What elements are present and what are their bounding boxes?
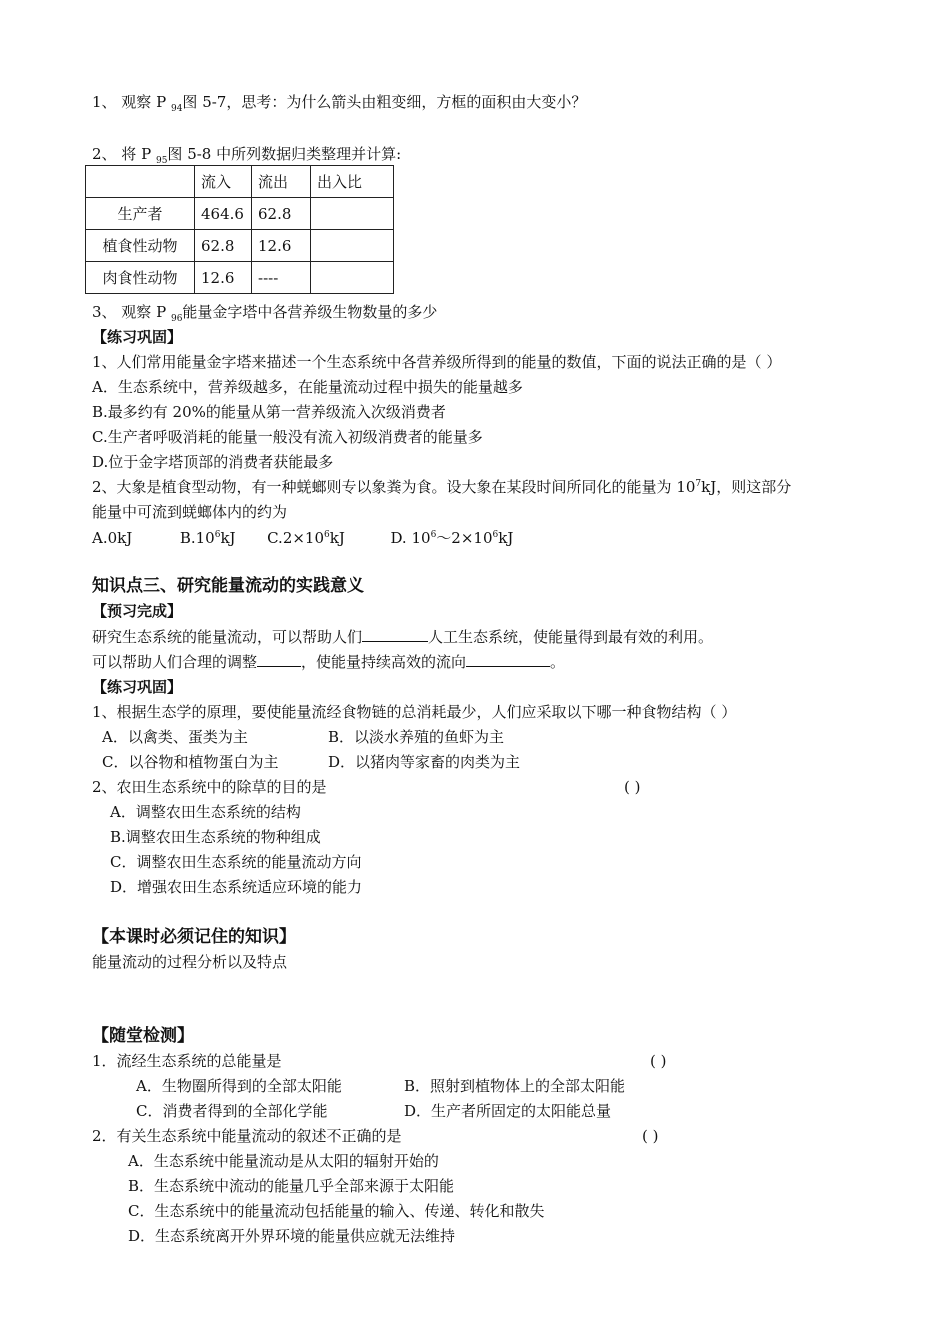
practice2-q2-option-d: D．增强农田生态系统适应环境的能力 xyxy=(110,878,363,896)
quiz-question-1: 1．流经生态系统的总能量是 xyxy=(92,1052,282,1070)
answer-parentheses[interactable]: ( ) xyxy=(650,1052,667,1070)
question-1-observe-figure xyxy=(92,92,586,115)
q3-p: P xyxy=(156,303,167,321)
practice2-q2-option-a: A．调整农田生态系统的结构 xyxy=(110,803,301,821)
table-header-cell: 流出 xyxy=(252,166,311,198)
q2-p: P xyxy=(141,145,152,163)
q2-option-d-unit: kJ xyxy=(498,529,514,547)
q2-text: 图 5-8 中所列数据归类整理并计算: xyxy=(167,145,402,163)
table-cell: 62.8 xyxy=(195,230,252,262)
table-cell[interactable] xyxy=(311,230,394,262)
table-cell[interactable] xyxy=(311,262,394,294)
practice1-question-1: 1、人们常用能量金字塔来描述一个生态系统中各营养级所得到的能量的数值，下面的说法正确的是（ ） xyxy=(92,353,782,371)
answer-blank[interactable] xyxy=(466,652,550,667)
q2-option-c xyxy=(267,529,345,547)
table-row xyxy=(86,262,394,294)
practice1-q1-option-d: D.位于金字塔顶部的消费者获能最多 xyxy=(92,453,334,471)
question-2-organize-data xyxy=(92,144,401,167)
quiz-q2-option-b: B．生态系统中流动的能量几乎全部来源于太阳能 xyxy=(128,1177,455,1195)
practice2-q1-option-b: B．以淡水养殖的鱼虾为主 xyxy=(328,728,505,746)
table-cell: 464.6 xyxy=(195,198,252,230)
q2-option-b-unit: kJ xyxy=(220,529,236,547)
q2-option-a: A.0kJ xyxy=(92,529,133,547)
quiz-q2-option-d: D．生态系统离开外界环境的能量供应就无法维持 xyxy=(128,1227,456,1245)
practice2-q1-option-a: A．以禽类、蛋类为主 xyxy=(102,728,248,746)
quiz-q1-option-c: C．消费者得到的全部化学能 xyxy=(136,1102,328,1120)
fill-line2-mid: ，使能量持续高效的流向 xyxy=(301,653,467,671)
exponent: 6 xyxy=(324,530,330,540)
exponent: 7 xyxy=(695,479,702,489)
answer-blank[interactable] xyxy=(362,627,428,642)
q3-text: 能量金字塔中各营养级生物数量的多少 xyxy=(182,303,438,321)
quiz-q1-option-d: D．生产者所固定的太阳能总量 xyxy=(404,1102,612,1120)
quiz-q2-option-c: C．生态系统中的能量流动包括能量的输入、传递、转化和散失 xyxy=(128,1202,545,1220)
table-cell: 生产者 xyxy=(86,198,195,230)
practice2-question-1: 1、根据生态学的原理，要使能量流经食物链的总消耗最少，人们应采取以下哪一种食物结构（ ） xyxy=(92,703,737,721)
q2-page-number: 95 xyxy=(155,156,168,166)
q1-prefix: 1、 观察 xyxy=(92,93,152,111)
answer-blank[interactable] xyxy=(257,652,301,667)
practice2-question-2: 2、农田生态系统中的除草的目的是 xyxy=(92,778,327,796)
q2-option-c-unit: kJ xyxy=(329,529,345,547)
practice2-q2-option-b: B.调整农田生态系统的物种组成 xyxy=(110,828,321,846)
q2-line1-tail: kJ，则这部分 xyxy=(701,478,792,496)
table-header-cell: 出入比 xyxy=(311,166,394,198)
practice1-question-2-line2: 能量中可流到蜣螂体内的约为 xyxy=(92,503,288,521)
q2-option-d-mid: ～2×10 xyxy=(436,529,493,547)
fill-line2-text: 可以帮助人们合理的调整 xyxy=(92,653,258,671)
practice2-q1-option-c: C．以谷物和植物蛋白为主 xyxy=(102,753,279,771)
q2-line1-text: 2、大象是植食型动物，有一种蜣螂则专以象粪为食。设大象在某段时间所同化的能量为 10 xyxy=(92,478,696,496)
practice1-q1-option-c: C.生产者呼吸消耗的能量一般没有流入初级消费者的能量多 xyxy=(92,428,483,446)
table-cell: 肉食性动物 xyxy=(86,262,195,294)
q1-p: P xyxy=(156,93,167,111)
table-row xyxy=(86,230,394,262)
q2-option-c-text: C.2×10 xyxy=(267,529,325,547)
table-row xyxy=(86,198,394,230)
practice1-question-2-line1 xyxy=(92,477,791,500)
fill-blank-line-1 xyxy=(92,627,713,647)
energy-flow-table xyxy=(85,165,394,294)
question-3-pyramid xyxy=(92,302,437,325)
practice1-q2-options xyxy=(92,528,513,551)
q2-option-d-text: D. 10 xyxy=(390,529,431,547)
table-cell[interactable] xyxy=(311,198,394,230)
answer-parentheses[interactable]: ( ) xyxy=(642,1127,659,1145)
section-title-knowledge-3: 知识点三、研究能量流动的实践意义 xyxy=(92,576,364,596)
quiz-q1-option-a: A．生物圈所得到的全部太阳能 xyxy=(136,1077,342,1095)
memorize-heading: 【本课时必须记住的知识】 xyxy=(92,927,296,947)
quiz-heading: 【随堂检测】 xyxy=(92,1026,194,1046)
quiz-q1-option-b: B．照射到植物体上的全部太阳能 xyxy=(404,1077,626,1095)
q3-prefix: 3、 观察 xyxy=(92,303,152,321)
exponent: 6 xyxy=(492,530,499,540)
table-cell: 12.6 xyxy=(195,262,252,294)
quiz-question-2: 2．有关生态系统中能量流动的叙述不正确的是 xyxy=(92,1127,402,1145)
memorize-content: 能量流动的过程分析以及特点 xyxy=(92,953,288,971)
q2-option-d xyxy=(390,529,513,547)
answer-parentheses[interactable]: ( ) xyxy=(624,778,641,796)
exponent: 6 xyxy=(214,530,221,540)
q2-option-b xyxy=(180,529,236,547)
q2-option-b-text: B.10 xyxy=(179,529,215,547)
fill-line1-tail: 人工生态系统，使能量得到最有效的利用。 xyxy=(428,628,714,646)
q2-prefix: 2、 将 xyxy=(92,145,137,163)
practice1-q1-option-b: B.最多约有 20%的能量从第一营养级流入次级消费者 xyxy=(92,403,446,421)
table-cell: 12.6 xyxy=(252,230,311,262)
q1-page-number: 94 xyxy=(170,104,183,114)
table-header-cell xyxy=(86,166,195,198)
practice-heading: 【练习巩固】 xyxy=(92,328,183,346)
practice2-q2-option-c: C．调整农田生态系统的能量流动方向 xyxy=(110,853,362,871)
q1-text: 图 5-7，思考：为什么箭头由粗变细，方框的面积由大变小？ xyxy=(182,93,587,111)
table-header-cell: 流入 xyxy=(195,166,252,198)
exponent: 6 xyxy=(430,530,437,540)
fill-line2-tail: 。 xyxy=(550,653,566,671)
fill-blank-line-2 xyxy=(92,652,565,672)
practice2-q1-option-d: D．以猪肉等家畜的肉类为主 xyxy=(328,753,521,771)
table-cell: 62.8 xyxy=(252,198,311,230)
table-header-row xyxy=(86,166,394,198)
quiz-q2-option-a: A．生态系统中能量流动是从太阳的辐射开始的 xyxy=(128,1152,439,1170)
practice1-q1-option-a: A．生态系统中，营养级越多，在能量流动过程中损失的能量越多 xyxy=(92,378,523,396)
fill-line1-text: 研究生态系统的能量流动，可以帮助人们 xyxy=(92,628,363,646)
practice-heading: 【练习巩固】 xyxy=(92,678,183,696)
q3-page-number: 96 xyxy=(170,314,183,324)
table-cell: 植食性动物 xyxy=(86,230,195,262)
table-cell: ---- xyxy=(252,262,311,294)
preview-heading: 【预习完成】 xyxy=(92,602,183,620)
